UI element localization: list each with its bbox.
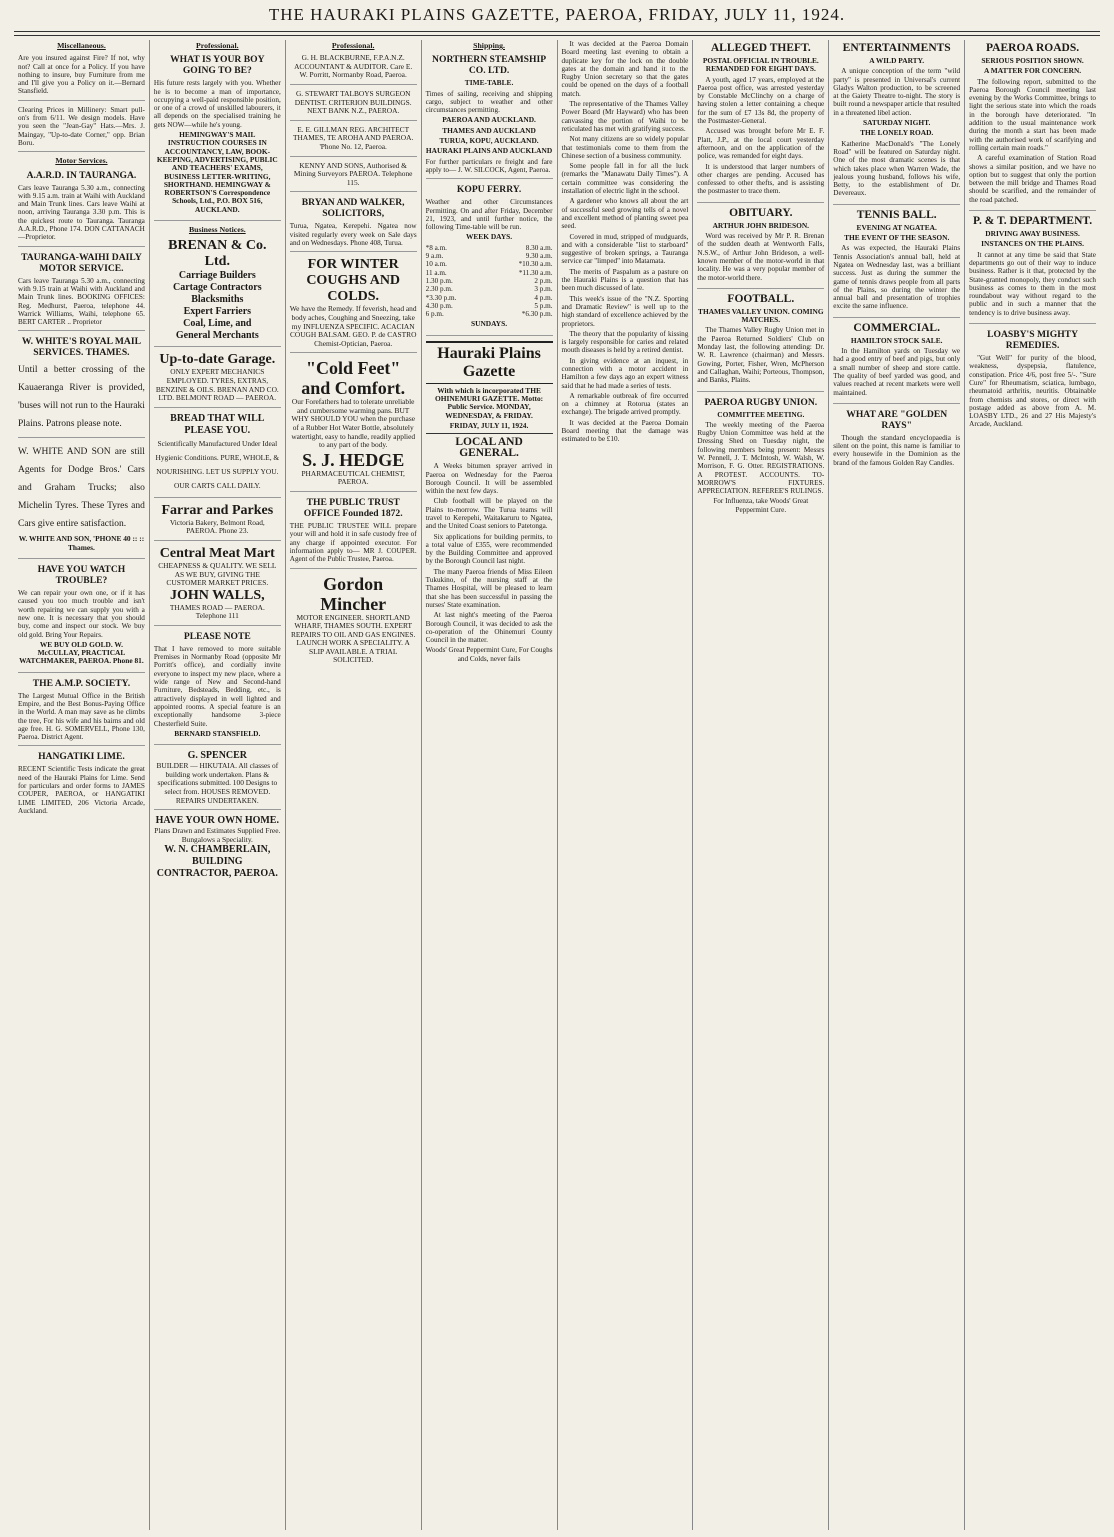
ferry-time-row: [426, 244, 553, 252]
paper-subtitle: With which is incorporated THE OHINEMURI GAZETTE. Motto: Public Service. MONDAY, WEDNESDAY, & FRIDAY.: [434, 385, 544, 420]
talboys-card: [290, 90, 417, 121]
masthead: THE HAURAKI PLAINS GAZETTE, PAEROA, FRIDAY, JULY 11, 1924.: [268, 5, 846, 24]
advert-body: Cars leave Tauranga 5.30 a.m., connecting with 9.15 train at Waihi with Auckland and Main Trunk lines. BOOKING OFFICES: Reg. Medhurst, Paeroa, telephone 44. Warrick Williams, Waihi, telephone 65. BERT CARTER .. Proprietor: [18, 276, 145, 327]
loasby-advert: [969, 329, 1096, 435]
advert-heading: Gordon Mincher: [320, 573, 387, 614]
story-paragraph: A careful examination of Station Road shows a similar position, and we have no option but to suggest that only the portion between the mill bridge and Thames Road should be scarified, and the remainder of the road patched.: [969, 154, 1096, 204]
story-subheading: THAMES VALLEY UNION. COMING MATCHES.: [698, 306, 824, 325]
timetable-heading: TIME-TABLE.: [464, 78, 514, 88]
advert-heading: THE A.M.P. SOCIETY.: [32, 677, 131, 689]
aard-advert: [18, 170, 145, 247]
story-subheading: HAMILTON STOCK SALE.: [850, 335, 943, 345]
section-heading: Shipping.: [473, 41, 505, 50]
story-paragraph: It cannot at any time be said that State departments go out of their way to induce business. Rather is it that, protected by the State-granted monopoly, they conduct such business as comes to them in the most roundabout way without regard to the public and in such a manner that the tendency is to drive business away.: [969, 250, 1096, 317]
story-paragraph: It was decided at the Paeroa Domain Board meeting that the damage was estimated to be £10.: [561, 418, 689, 444]
story-paragraph: Accused was brought before Mr E. F. Platt, J.P., at the local court yesterday afternoon, and on the application of the police, was remanded for eight days.: [697, 127, 825, 161]
white-agents-advert: [18, 443, 145, 559]
advert-body: The Largest Mutual Office in the British Empire, and the Best Bonus-Paying Office in the World. A man may save as he climbs the tree, For his wife and his bairns and old age free. H. G. SOMERVELL, Phone 130, Paeroa. District Agent.: [18, 691, 145, 742]
brenan-advert: [154, 238, 281, 347]
story-paragraph: In giving evidence at an inquest, in connection with a motor accident in Hamilton a few days ago an expert witness said that he had made a series of tests.: [561, 356, 689, 390]
story-heading: P. & T. DEPARTMENT.: [973, 215, 1093, 228]
story-subheading: EVENING AT NGATEA.: [856, 222, 937, 232]
card-text: G. STEWART TALBOYS SURGEON DENTIST. CRITERION BUILDINGS. NEXT BANK N.Z., PAEROA.: [294, 89, 412, 116]
golden-rays-advert: [833, 409, 960, 473]
advert-heading: HANGATIKI LIME.: [38, 751, 125, 763]
obituary-story: [697, 208, 824, 289]
column-3: [286, 40, 422, 1530]
story-subheading: SERIOUS POSITION SHOWN.: [981, 56, 1084, 65]
kopu-ferry: [426, 184, 553, 335]
ferry-depart-time: 2.30 p.m.: [425, 285, 453, 294]
ferry-time-row: [426, 294, 553, 302]
story-subheading: ARTHUR JOHN BRIDESON.: [712, 220, 810, 230]
advert-signature: W. WHITE AND SON, 'PHONE 40 :: :: Thames.: [18, 534, 145, 552]
story-paragraph: A remarkable outbreak of fire occurred on a chimney at Rotorua (states an exchange). The brigade arrived promptly.: [561, 391, 689, 417]
kenny-card: [290, 162, 417, 193]
advert-body: We have the Remedy. If feverish, head and body aches, Coughing and Sneezing, take my INFLUENZA SPECIFIC. ACACIAN COUGH BALSAM. GEO. P. de CASTRO Chemist-Optician, Paeroa.: [289, 304, 417, 348]
ferry-time-row: [426, 260, 553, 268]
story-paragraph: The many Paeroa friends of Miss Eileen Tukukino, of the nursing staff at the Thames Hospital, will be pleased to learn that she has been successful in passing the nurses' State examination.: [425, 567, 553, 609]
story-paragraph: Some people fall in for all the luck (remarks the "Manawatu Daily Times"). A certain committee was considering the installation of electric light in the school.: [561, 162, 689, 196]
advert-line: Carriage Builders: [178, 270, 256, 282]
ferry-depart-time: 4.30 p.m.: [425, 301, 453, 310]
cold-feet-advert: [290, 358, 417, 492]
column-6: [693, 40, 829, 1530]
route-heading: PAEROA AND AUCKLAND.: [442, 115, 536, 125]
story-paragraph: Six applications for building permits, to a total value of £355, were recommended by the Building Committee and approved by the Borough Council last night.: [425, 532, 553, 566]
ferry-depart-time: *3.30 p.m.: [425, 293, 457, 302]
paeroa-roads-story: [969, 43, 1096, 211]
story-subheading: SATURDAY NIGHT.: [863, 118, 931, 128]
ferry-return-time: *10.30 a.m.: [518, 260, 553, 269]
lime-advert: [18, 751, 145, 819]
days-heading: SUNDAYS.: [471, 319, 508, 329]
timetable-intro: Times of sailing, receiving and shipping cargo, subject to weather and other circumstances permitting.: [425, 89, 553, 115]
column-5: [558, 40, 694, 1530]
advert-body: Plans Drawn and Estimates Supplied Free. Bungalows a Speciality.: [154, 826, 281, 844]
advert-body: His future rests largely with you. Whether he is to become a man of importance, occupying a well-paid responsible position, or one of a crowd of unskilled labourers, it all depends on the specialised training he gets NOW—while he's young.: [153, 79, 281, 129]
story-heading: WHAT ARE "GOLDEN RAYS": [846, 408, 948, 431]
advert-body: PHARMACEUTICAL CHEMIST, PAEROA.: [301, 468, 405, 487]
story-subheading: POSTAL OFFICIAL IN TROUBLE. REMANDED FOR EIGHT DAYS.: [702, 56, 819, 74]
ferry-time-row: [426, 302, 553, 310]
furniture-advert: [154, 631, 281, 745]
story-subheading: A MATTER FOR CONCERN.: [983, 66, 1082, 76]
card-text: E. E. GILLMAN REG. ARCHITECT THAMES, TE AROHA AND PAEROA. 'Phone No. 12, Paeroa.: [293, 124, 414, 152]
column-2: [150, 40, 286, 1530]
alleged-theft-story: [697, 43, 824, 203]
story-paragraph: A gardener who knows all about the art of successful seed growing tells of a novel and excellent method of planting sweet pea seed.: [561, 197, 689, 231]
story-heading: PAEROA RUGBY UNION.: [704, 396, 818, 408]
ferry-return-time: *11.30 a.m.: [518, 268, 553, 277]
story-paragraph: The merits of Paspalum as a pasture on the Hauraki Plains is a question that has been much discussed of late.: [561, 267, 689, 293]
advert-heading: TAURANGA-WAIHI DAILY MOTOR SERVICE.: [21, 251, 142, 274]
column-1: [14, 40, 150, 1530]
story-subheading: DRIVING AWAY BUSINESS.: [985, 229, 1080, 239]
advert-body: RECENT Scientific Tests indicate the great need of the Hauraki Plains for Lime. Send for particulars and order forms to JAMES COUPER, PAEROA, or HANGATIKI LIME LIMITED, 206 Victoria Arcade, Auckland.: [18, 765, 145, 815]
days-heading: WEEK DAYS.: [465, 232, 513, 242]
local-general-heading: LOCAL AND GENERAL.: [455, 436, 523, 460]
section-heading: Motor Services.: [55, 156, 108, 166]
ferry-heading: KOPU FERRY.: [456, 184, 522, 196]
story-paragraph: As was expected, the Hauraki Plains Tennis Association's annual ball, held at Ngatea on Wednesday last, was a brilliant success. Just as during the summer the game of tennis draws people from all parts of the Plains, so during the winter the annual ball and presentation of trophies excite the same influence.: [833, 244, 961, 311]
story-paragraph: Club football will be played on the Plains to-morrow. The Turua teams will travel to Kerepehi, Waitakaruru to Ngatea, and the United Coast seniors to Patetonga.: [425, 497, 553, 531]
advert-body: Our Forefathers had to tolerate unreliable and cumbersome warming pans. BUT WHY SHOULD YOU when the purchase of a Rubber Hot Water Bottle, absolutely watertight, easy to handle, readily applied to any part of the body.: [291, 397, 416, 450]
advert-heading: HAVE YOU WATCH TROUBLE?: [37, 564, 126, 587]
story-subheading: INSTANCES ON THE PLAINS.: [981, 239, 1084, 249]
advert-line: Coal, Lime, and: [183, 318, 252, 330]
advert-body: THAMES ROAD — PAEROA. Telephone 111: [169, 602, 265, 621]
ferry-return-time: 3 p.m.: [534, 285, 553, 294]
story-heading: ENTERTAINMENTS: [842, 42, 951, 54]
story-subheading: THE LONELY ROAD.: [860, 128, 934, 138]
columns: [14, 40, 1100, 1530]
ferry-depart-time: 10 a.m.: [425, 260, 447, 269]
paper-nameplate: Hauraki Plains Gazette: [426, 341, 553, 384]
story-heading: OBITUARY.: [729, 206, 793, 219]
millinery-notice: Clearing Prices in Millinery: Smart pull-on's from 6/11. We design models. Have you seen the "Jean-Gay" Hats.—Mrs. J. Maingay, "Up-to-date Corner," opp. Brian Boru.: [18, 106, 145, 152]
advert-signature: BERNARD STANSFIELD.: [174, 728, 261, 738]
ferry-return-time: 2 p.m.: [534, 276, 553, 285]
advert-heading: FOR WINTER COUGHS AND COLDS.: [306, 257, 401, 305]
column-7: [829, 40, 965, 1530]
boy-advert: [154, 54, 281, 221]
insurance-notice: Are you insured against Fire? If not, why not? Call at once for a Policy. If you have nothing to insure, buy Furniture from me and I'll give you a Policy on it.—Bernard Stansfield.: [18, 54, 145, 100]
ferry-depart-time: *8 a.m.: [425, 243, 447, 252]
story-paragraph: Word was received by Mr P. R. Brenan of the sudden death at Wentworth Falls, N.S.W., of Arthur John Brideson, a well-known member of the motor-world in that locality. He was a very popular member of the motor-world there.: [697, 232, 825, 282]
advert-line: Expert Farriers: [183, 306, 252, 318]
ferry-time-row: [426, 269, 553, 277]
story-paragraph: This week's issue of the "N.Z. Sporting and Dramatic Review" is well up to the high standard of excellence achieved by the proprietors.: [561, 294, 689, 328]
advert-body: CHEAPNESS & QUALITY. WE SELL AS WE BUY, GIVING THE CUSTOMER MARKET PRICES.: [158, 560, 277, 588]
story-paragraph: Katherine MacDonald's "The Lonely Road" will be featured on Saturday night. One of the most dramatic scenes is that which takes place when Warren Wade, the jealous young husband, follows his wife, Betty, to the establishment of Dr. Devereaux.: [833, 139, 961, 198]
advert-line: Woods' Great Peppermint Cure, For Coughs and Colds, never fails: [425, 646, 553, 663]
section-heading: Miscellaneous.: [57, 41, 106, 50]
advert-heading: Up-to-date Garage.: [159, 352, 276, 368]
story-paragraph: At last night's meeting of the Paeroa Borough Council, it was decided to ask the co-operation of the Ohinemuri County Council in the matter.: [425, 611, 553, 645]
entertainments-story: [833, 43, 960, 205]
ferry-return-time: 8.30 a.m.: [525, 243, 553, 252]
mincher-advert: [290, 574, 417, 670]
story-heading: LOASBY'S MIGHTY REMEDIES.: [987, 329, 1079, 352]
card-text: KENNY AND SONS, Authorised & Mining Surveyors PAEROA. Telephone 115.: [293, 160, 413, 187]
advert-heading: HAVE YOUR OWN HOME.: [155, 815, 279, 827]
winter-advert: [290, 257, 417, 353]
advert-body: That I have removed to more suitable Premises in Normanby Road (opposite Mr Porritt's office), and cordially invite everyone to inspect my new place, where a wide range of New and Second-hand Furniture, Bedsteads, Bedding, etc., is attractively displayed in well lighted and appointed rooms. A special feature is an exceptionally handsome 3-piece Chesterfield Suite.: [153, 644, 281, 728]
route-heading: HAURAKI PLAINS AND AUCKLAND: [425, 146, 553, 156]
advert-body: W. WHITE AND SON are still Agents for Dodge Bros.' Cars and Graham Trucks; also Michelin Tyres. These Tyres and Cars give entire satisfaction.: [18, 447, 145, 530]
advert-heading: "Cold Feet" and Comfort.: [301, 358, 406, 399]
ferry-return-time: 9.30 a.m.: [525, 252, 553, 261]
advert-heading: THE PUBLIC TRUST OFFICE Founded 1872.: [303, 497, 403, 520]
advert-heading: Farrar and Parkes: [161, 502, 274, 518]
advert-heading: Central Meat Mart: [159, 545, 275, 561]
tennis-ball-story: [833, 210, 960, 318]
advert-heading: PLEASE NOTE: [183, 630, 251, 642]
pt-department-story: [969, 216, 1096, 324]
column-8: [965, 40, 1100, 1530]
bread-advert: [154, 413, 281, 498]
story-paragraph: A unique conception of the term "wild party" is presented in Universal's current Gladys Walton production, to be screened at the Gaiety Theatre to-night. The story is built round a newspaper article that resulted in a threatened libel action.: [833, 67, 961, 117]
story-paragraph: "Gut Well" for purity of the blood, weakness, dyspepsia, flatulence, constipation. Price 4/6, post free 5/-. "Sure Cure" for Rheumatism, sciatica, lumbago, rheumatoid arthritis, neuritis. Obtainable from chemists and stores, or direct with postage added as above from A. M. LOASBY LTD., 26 and 27 His Majesty's Arcade, Auckland.: [969, 354, 1096, 429]
story-heading: FOOTBALL.: [727, 292, 795, 305]
story-subheading: THE EVENT OF THE SEASON.: [844, 233, 950, 243]
story-heading: PAEROA ROADS.: [986, 42, 1080, 54]
news-paragraphs: [562, 40, 689, 444]
story-paragraph: The representative of the Thames Valley Power Board (Mr Hayward) who has been canvassing the portion of Waihi to be reticulated has met with gratifying success.: [561, 100, 689, 133]
ferry-depart-time: 9 a.m.: [425, 252, 444, 261]
advert-heading: G. SPENCER: [187, 750, 248, 762]
rugby-union-story: [697, 397, 824, 521]
advert-line: General Merchants: [175, 330, 259, 342]
story-heading: TENNIS BALL.: [856, 208, 937, 221]
gillman-card: [290, 126, 417, 157]
home-advert: [154, 815, 281, 884]
ferry-return-time: 4 p.m.: [534, 293, 553, 302]
blackburne-card: [290, 54, 417, 85]
route-heading: TURUA, KOPU, AUCKLAND.: [439, 136, 539, 146]
story-paragraph: The following report, submitted to the Paeroa Borough Council meeting last evening by the Works Committee, brings to light the serious state into which the roads in the borough have deteriorated. "In addition to the usual maintenance work during the month a start has been made with the authorised work of scarifying and rolling certain main roads.": [969, 77, 1096, 152]
ferry-time-row: [426, 252, 553, 260]
local-general-story: [426, 462, 553, 663]
story-paragraph: The Thames Valley Rugby Union met in the Paeroa Returned Soldiers' Club on Monday last, the following attending: Dr. W. R. Lawrence (chairman) and Messrs. Gowing, Porter, Fisher, Wren, McPherson and Callaghan, Waihi; Porteous, Thompson, and Banks, Plains.: [697, 326, 825, 385]
column-4: [422, 40, 558, 1530]
advert-heading: W. WHITE'S ROYAL MAIL SERVICES. THAMES.: [21, 336, 141, 359]
advert-body: We can repair your own one, or if it has caused you too much trouble and isn't worth repairing we can supply you with a new one. It is necessary that you should buy, come and inspect our stock. We buy old gold. Bring Your Repairs.: [18, 589, 145, 639]
advert-body: THE PUBLIC TRUSTEE WILL prepare your will and hold it in safe custody free of any charge if appointed executor. For information apply to— MR J. COUPER. Agent of the Public Trustee, Paeroa.: [289, 522, 417, 564]
masthead-rule-2: [14, 35, 1100, 36]
advert-name: S. J. HEDGE: [302, 449, 405, 470]
advert-body: HEMINGWAY'S MAIL INSTRUCTION COURSES IN ACCOUNTANCY, LAW, BOOK-KEEPING, ADVERTISING, PUBLIC AND TEACHERS' EXAMS, BUSINESS LETTER-WRITING, SHORTHAND. HEMINGWAY & ROBERTSON'S Correspondence Schools, Ltd., P.O. BOX 516, AUCKLAND.: [156, 130, 278, 214]
story-paragraph: Though the standard encyclopaedia is silent on the point, this name is familiar to every housewife in the Dominion as the brand of the famous Golden Ray Candles.: [833, 433, 961, 467]
watch-advert: [18, 564, 145, 673]
amp-advert: [18, 678, 145, 747]
ferry-time-row: [426, 277, 553, 285]
bryan-walker-card: [290, 197, 417, 252]
garage-advert: [154, 352, 281, 407]
ferry-return-time: 5 p.m.: [534, 301, 553, 310]
advert-line: Cartage Contractors: [173, 282, 262, 294]
advert-name: JOHN WALLS,: [169, 587, 265, 603]
company-name: NORTHERN STEAMSHIP CO. LTD.: [432, 54, 547, 77]
masthead-rule: [14, 31, 1100, 32]
story-paragraph: It was decided at the Paeroa Domain Board meeting last evening to obtain a duplicate key for the lock on the double gates at the domain and hand it to the Rugby Union secretary so that the gates could be opened on the days of a football match.: [561, 40, 689, 98]
football-story: [697, 294, 824, 392]
advert-heading: BREAD THAT WILL PLEASE YOU.: [170, 412, 265, 436]
story-heading: COMMERCIAL.: [853, 321, 940, 334]
advert-body: Scientifically Manufactured Under Ideal Hygienic Conditions. PURE, WHOLE, & NOURISHING. LET US SUPPLY YOU. OUR CARTS CALL DAILY.: [155, 438, 280, 490]
story-paragraph: Not many citizens are so widely popular that testimonials come to them from the Chinese section of a business community.: [561, 135, 689, 160]
advert-line: For Influenza, take Woods' Great Peppermint Cure.: [713, 497, 809, 514]
agent-note: For further particulars re freight and fare apply to— J. W. SILCOCK, Agent, Paeroa.: [425, 157, 553, 174]
story-paragraph: It is understood that larger numbers of other charges are pending. Accused has confessed to other thefts, and is assisting the postmaster to trace them.: [697, 162, 825, 196]
advert-body: Victoria Bakery, Belmont Road, PAEROA. Phone 23.: [169, 517, 265, 536]
story-heading: ALLEGED THEFT.: [710, 42, 811, 54]
story-subheading: COMMITTEE MEETING.: [717, 409, 805, 419]
spencer-advert: [154, 750, 281, 810]
story-paragraph: A youth, aged 17 years, employed at the Paeroa post office, was arrested yesterday by Constable McClinchy on a charge of having stolen a letter containing a cheque for the sum of £7 13s 8d, the property of the Postmaster-General.: [697, 75, 825, 126]
advert-body: ONLY EXPERT MECHANICS EMPLOYED. TYRES, EXTRAS, BENZINE & OILS. BRENAN AND CO. LTD. BELMONT ROAD — PAEROA.: [155, 367, 279, 403]
ferry-return-time: *6.30 p.m.: [521, 310, 553, 319]
section-heading: Professional.: [331, 41, 375, 50]
ferry-times: [426, 244, 553, 319]
dateline: FRIDAY, JULY 11, 1924.: [426, 422, 553, 434]
tauranga-waihi-advert: [18, 252, 145, 332]
card-heading: BRYAN AND WALKER, SOLICITORS,: [301, 197, 405, 220]
section-heading: Business Notices.: [188, 225, 246, 235]
story-paragraph: Covered in mud, stripped of mudguards, and with a considerable "list to starboard" suggestive of broken springs, a Taurangа service car "limped" into Matamata.: [561, 232, 689, 266]
ferry-time-row: [426, 310, 553, 318]
advert-line: Blacksmiths: [191, 294, 244, 306]
story-paragraph: In the Hamilton yards on Tuesday we had a good entry of beef and pigs, but only a small number of sheep and store cattle. The quality of beef yarded was good, and values reached at recent markets were well maintained.: [833, 347, 961, 397]
ferry-depart-time: 11 a.m.: [425, 268, 447, 277]
card-text: Turua, Ngatea, Kerepehi. Ngatea now visited regularly every week on Sale days and on Wednesdays. Phone 408, Turua.: [289, 222, 417, 248]
advert-heading: WHAT IS YOUR BOY GOING TO BE?: [170, 54, 265, 77]
ferry-depart-time: 1.30 p.m.: [425, 276, 453, 285]
story-subheading: A WILD PARTY.: [869, 56, 925, 65]
card-text: G. H. BLACKBURNE, F.P.A.N.Z. ACCOUNTANT & AUDITOR. Care E. W. Porritt, Normanby Road, Paeroa.: [294, 53, 413, 80]
advert-heading: BRENAN & Co. Ltd.: [168, 238, 267, 270]
advert-heading: A.A.R.D. IN TAURANGA.: [26, 169, 137, 181]
advert-body: BUILDER — HIKUTAIA. All classes of building work undertaken. Plans & specifications submitted. 100 Designs to select from. HOUSES REMOVED. REPAIRS UNDERTAKEN.: [156, 761, 279, 805]
advert-body: Until a better crossing of the Kauaeranga River is provided, 'buses will not run to the Hauraki Plains. Patrons please note.: [18, 365, 145, 430]
advert-signature: W. N. CHAMBERLAIN, BUILDING CONTRACTOR, PAEROA.: [156, 844, 278, 880]
story-paragraph: A Weeks bitumen sprayer arrived in Paeroa on Wednesday for the Paeroa Borough Council. It will be assembled within the next few days.: [425, 462, 553, 496]
meat-mart-advert: [154, 546, 281, 626]
farrar-advert: [154, 503, 281, 541]
shipping-timetable: [426, 54, 553, 179]
story-paragraph: The weekly meeting of the Paeroa Rugby Union Committee was held at the Dressing Shed on Tuesday night, the following members being present: Messrs W. Pennell, J. T. McIntosh, W. Walsh, W. Morrison, F. G. Otter. REGISTRATIONS. A PROTEST. ACCOUNTS. TO-MORROW'S FIXTURES. APPRECIATION. REFEREE'S RULINGS.: [697, 420, 825, 496]
ferry-time-row: [426, 285, 553, 293]
public-trust-advert: [290, 497, 417, 568]
commercial-story: [833, 323, 960, 404]
ferry-depart-time: 6 p.m.: [425, 310, 444, 319]
route-heading: THAMES AND AUCKLAND: [442, 125, 536, 135]
advert-body: Cars leave Tauranga 5.30 a.m., connecting with 9.15 a.m. train at Waihi with Auckland and Main Trunk lines. Cars leave Waihi at noon, arriving Tauranga 3.30 p.m. This is the quickest route to Tauranga. Tauranga A.A.R.D., Phone 174. DON CATTANACH—Proprietor.: [18, 183, 145, 242]
advert-body: MOTOR ENGINEER. SHORTLAND WHARF, THAMES SOUTH. EXPERT REPAIRS TO OIL AND GAS ENGINES. LAUNCH WORK A SPECIALITY. A SLIP AVAILABLE. A TRIAL SOLICITED.: [290, 612, 416, 665]
advert-signature: WE BUY OLD GOLD. W. McCULLAY, PRACTICAL WATCHMAKER, PAEROA. Phone 81.: [19, 639, 144, 666]
story-paragraph: The theory that the popularity of kissing is largely responsible for caries and related mouth diseases is held by a retired dentist.: [561, 329, 689, 355]
section-heading: Professional.: [196, 41, 239, 50]
ferry-body: Weather and other Circumstances Permitting. On and after Friday, December 21, 1923, and until further notice, the following Time-table will be run.: [425, 198, 553, 232]
white-mail-advert: [18, 336, 145, 438]
